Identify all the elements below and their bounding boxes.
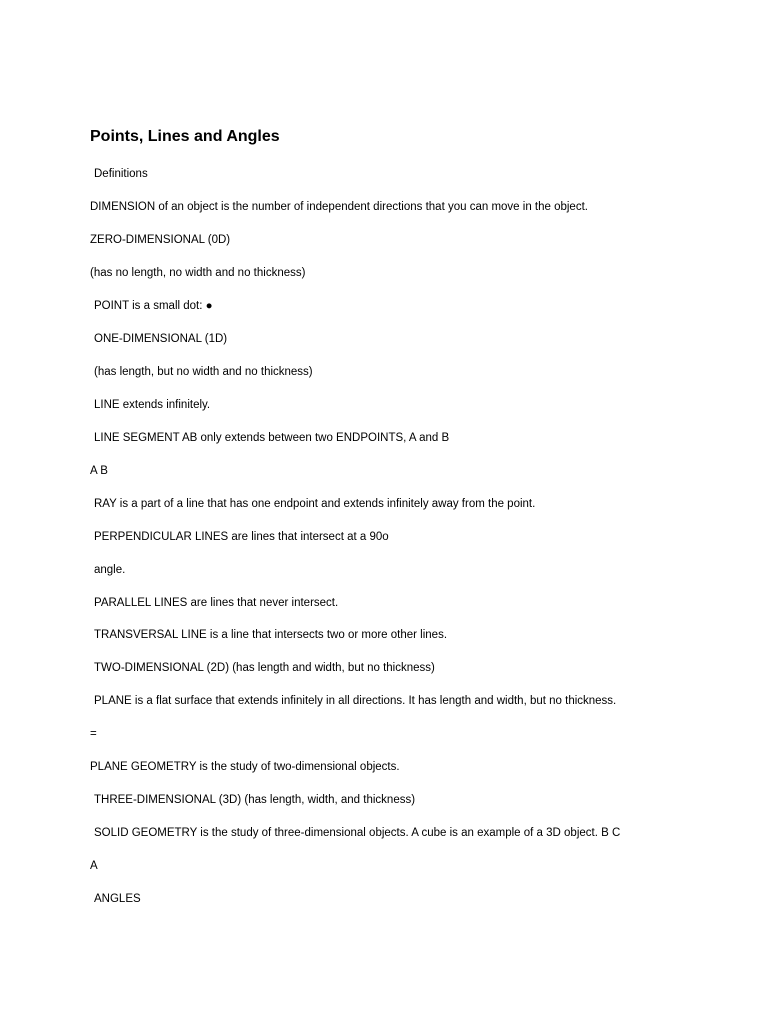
- angles-heading: ANGLES: [94, 893, 141, 905]
- dimension-definition: DIMENSION of an object is the number of independent directions that you can move in the object.: [90, 201, 588, 213]
- definitions-heading: Definitions: [94, 168, 148, 180]
- zero-dimensional-note: (has no length, no width and no thickness): [90, 267, 306, 279]
- cube-vertex-label: A: [90, 860, 98, 872]
- plane-symbol: =: [90, 728, 97, 740]
- perpendicular-lines-continuation: angle.: [94, 564, 126, 576]
- point-definition: POINT is a small dot: ●: [94, 300, 213, 312]
- one-dimensional-heading: ONE-DIMENSIONAL (1D): [94, 333, 228, 345]
- document-title: Points, Lines and Angles: [90, 128, 280, 145]
- one-dimensional-note: (has length, but no width and no thickness): [94, 366, 313, 378]
- transversal-line-definition: TRANSVERSAL LINE is a line that intersects two or more other lines.: [94, 629, 448, 641]
- three-dimensional-heading: THREE-DIMENSIONAL (3D) (has length, width, and thickness): [94, 794, 416, 806]
- line-definition: LINE extends infinitely.: [94, 399, 211, 411]
- ray-definition: RAY is a part of a line that has one endpoint and extends infinitely away from the point.: [94, 498, 536, 510]
- plane-geometry-definition: PLANE GEOMETRY is the study of two-dimensional objects.: [90, 761, 400, 773]
- two-dimensional-heading: TWO-DIMENSIONAL (2D) (has length and width, but no thickness): [94, 662, 435, 674]
- parallel-lines-definition: PARALLEL LINES are lines that never intersect.: [94, 597, 339, 609]
- segment-endpoint-labels: A B: [90, 465, 108, 477]
- plane-definition: PLANE is a flat surface that extends infinitely in all directions. It has length and width, but no thickness.: [94, 695, 617, 707]
- solid-geometry-definition: SOLID GEOMETRY is the study of three-dimensional objects. A cube is an example of a 3D object. B C: [94, 827, 621, 839]
- perpendicular-lines-definition: PERPENDICULAR LINES are lines that intersect at a 90o: [94, 531, 389, 543]
- zero-dimensional-heading: ZERO-DIMENSIONAL (0D): [90, 234, 231, 246]
- line-segment-definition: LINE SEGMENT AB only extends between two ENDPOINTS, A and B: [94, 432, 450, 444]
